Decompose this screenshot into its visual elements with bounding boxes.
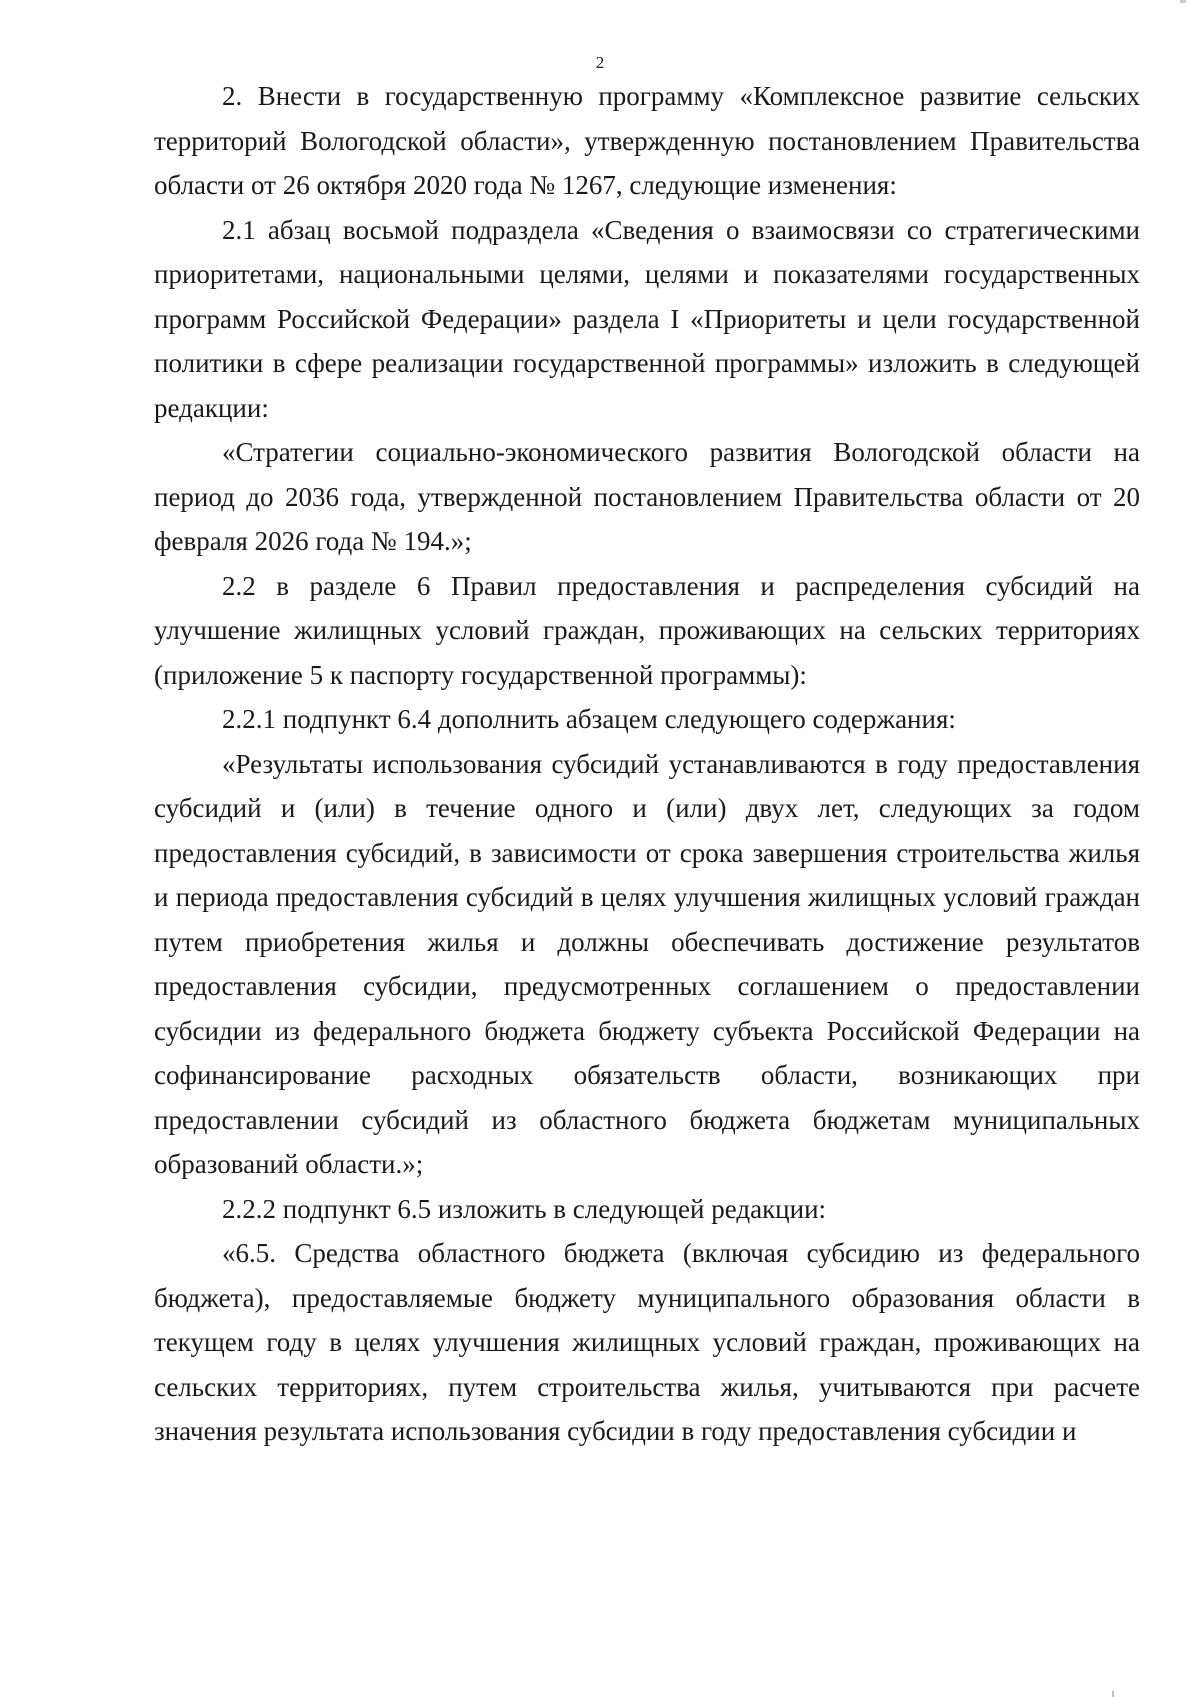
paragraph-item-2-2-2: 2.2.2 подпункт 6.5 изложить в следующей редакции: [222,1193,827,1224]
paragraph-item-2-2-1: 2.2.1 подпункт 6.4 дополнить абзацем следующего содержания: [222,704,956,734]
paragraph-strategy-quote: «Стратегии социально-экономического развития Вологодской области на период до 2036 года, утвержденной постановлением Правительства области от 20 февраля 2026 года № 194.»; [154,437,1140,556]
paragraph-item-2-2: 2.2 в разделе 6 Правил предоставления и распределения субсидий на улучшение жилищных условий граждан, проживающих на сельских территориях (приложение 5 к паспорту государственной программы): [154,570,1140,690]
document-body [154,74,1140,1454]
paragraph-item-2-1: 2.1 абзац восьмой подраздела «Сведения о взаимосвязи со стратегическими приоритетами, национальными целями, целями и показателями государственных программ Российской Федерации» раздела I «Приоритеты и цели государственной политики в сфере реализации государственной программы» изложить в следующей редакции: [154,214,1140,423]
page-number: 2 [595,53,605,72]
scan-artifact [1180,0,1186,3]
paragraph-item-2: 2. Внести в государственную программу «Комплексное развитие сельских территорий Вологодской области», утвержденную постановлением Правительства области от 26 октября 2020 года № 1267, следующие изменения: [154,81,1140,200]
paragraph-results-quote: «Результаты использования субсидий устанавливаются в году предоставления субсидий и (или) в течение одного и (или) двух лет, следующих за годом предоставления субсидий, в зависимости от срока завершения строительства жилья и периода предоставления субсидий в целях улучшения жилищных условий граждан путем приобретения жилья и должны обеспечивать достижение результатов предоставления субсидии, предусмотренных соглашением о предоставлении субсидии из федерального бюджета бюджету субъекта Российской Федерации на софинансирование расходных обязательств области, возникающих при предоставлении субсидий из областного бюджета бюджетам муниципальных образований области.»; [154,748,1140,1179]
scan-artifact-bottom [1112,1691,1114,1697]
paragraph-item-6-5-quote: «6.5. Средства областного бюджета (включая субсидию из федерального бюджета), предоставляемые бюджету муниципального образования области в текущем году в целях улучшения жилищных условий граждан, проживающих на сельских территориях, путем строительства жилья, учитываются при расчете значения результата использования субсидии в году предоставления субсидии и [154,1238,1140,1446]
